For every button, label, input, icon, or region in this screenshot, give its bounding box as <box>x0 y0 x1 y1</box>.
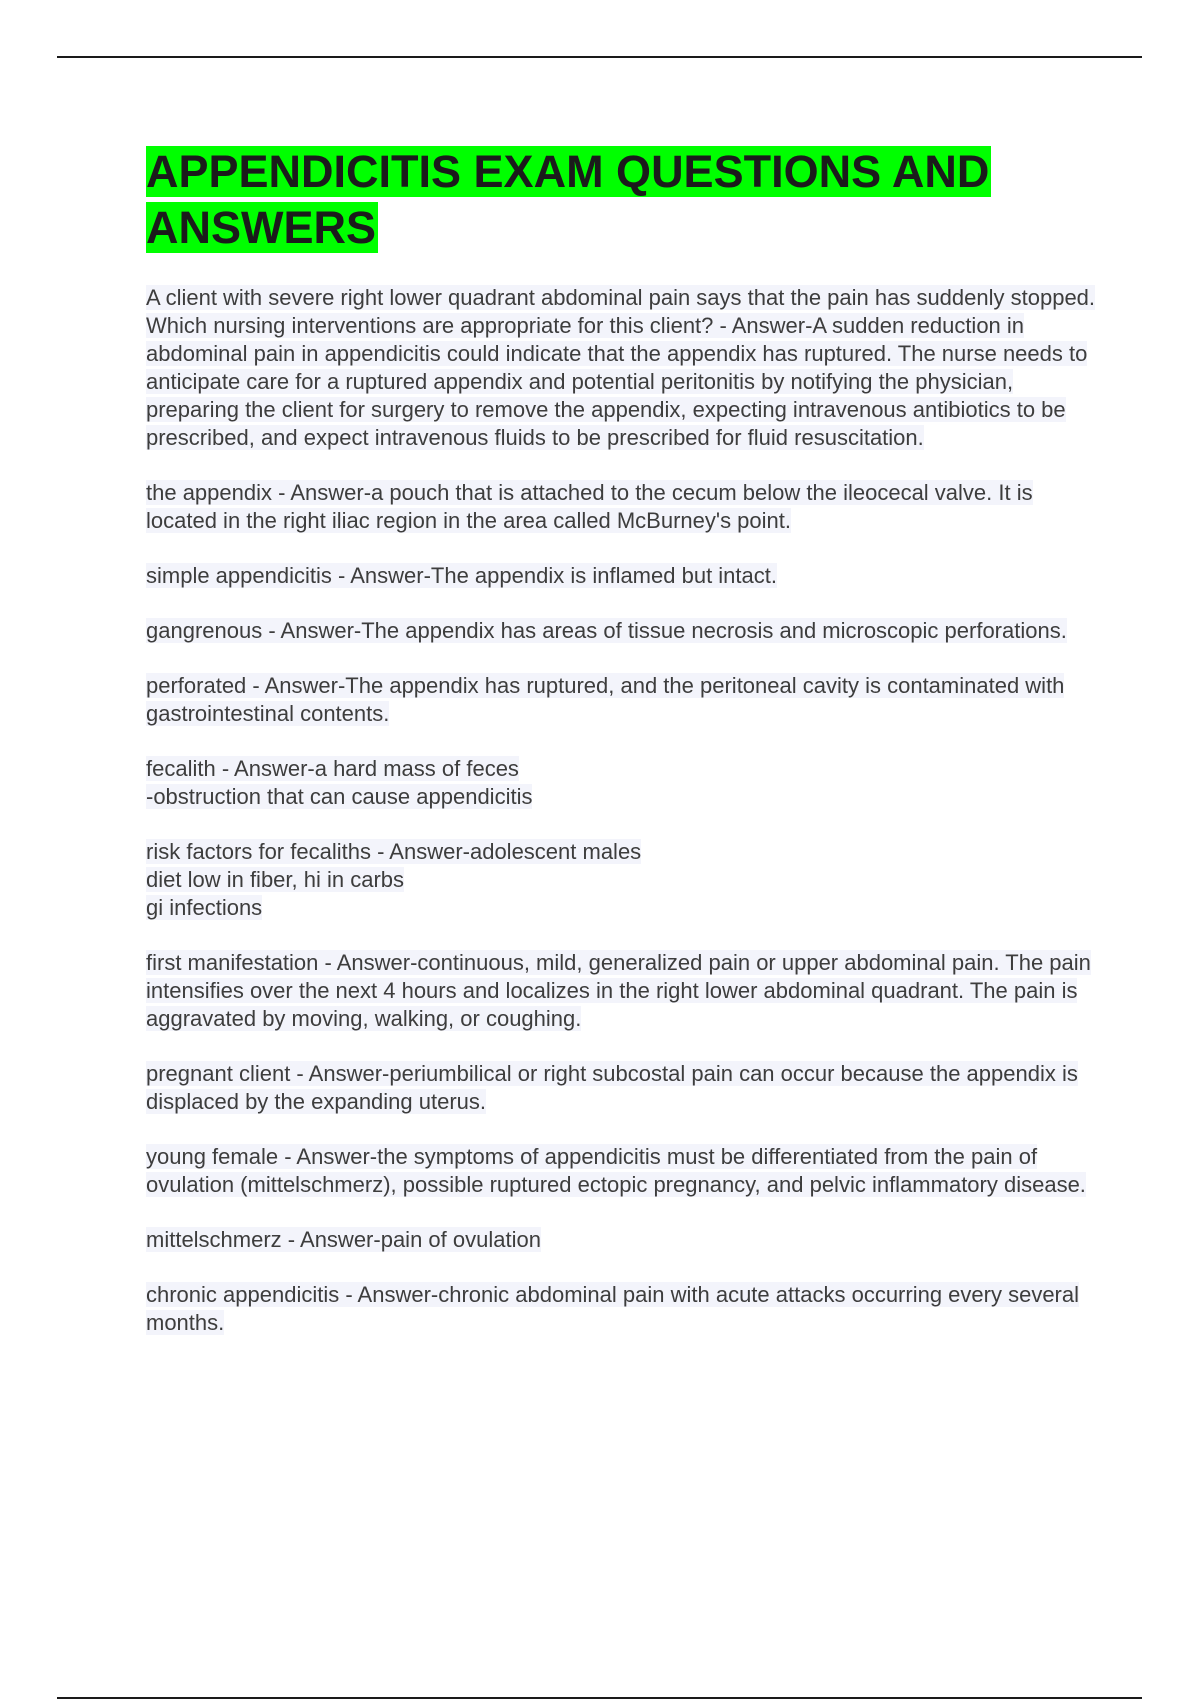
qa-text: perforated - Answer-The appendix has ruptured, and the peritoneal cavity is contaminated with gastrointestinal contents. <box>146 673 1065 726</box>
qa-line <box>146 783 1096 811</box>
qa-text: -obstruction that can cause appendicitis <box>146 784 533 809</box>
qa-entry <box>146 1281 1096 1337</box>
qa-line <box>146 562 1096 590</box>
qa-text: fecalith - Answer-a hard mass of feces <box>146 756 519 781</box>
qa-line <box>146 1143 1096 1199</box>
qa-text: simple appendicitis - Answer-The appendix is inflamed but intact. <box>146 563 777 588</box>
qa-entry <box>146 672 1096 728</box>
qa-entry <box>146 1060 1096 1116</box>
qa-line <box>146 949 1096 1033</box>
qa-entry <box>146 1143 1096 1199</box>
qa-line <box>146 838 1096 866</box>
qa-line <box>146 1281 1096 1337</box>
qa-line <box>146 894 1096 922</box>
qa-entry <box>146 838 1096 922</box>
qa-text: diet low in fiber, hi in carbs <box>146 867 405 892</box>
qa-entry <box>146 617 1096 645</box>
qa-line <box>146 755 1096 783</box>
qa-entry <box>146 284 1096 452</box>
qa-entry <box>146 949 1096 1033</box>
qa-line <box>146 479 1096 535</box>
qa-line <box>146 672 1096 728</box>
qa-text: pregnant client - Answer-periumbilical or right subcostal pain can occur because the appendix is displaced by the expanding uterus. <box>146 1061 1078 1114</box>
qa-entry <box>146 562 1096 590</box>
document-body <box>146 144 1096 1364</box>
qa-entry <box>146 1226 1096 1254</box>
qa-text: A client with severe right lower quadrant abdominal pain says that the pain has suddenly stopped. Which nursing interventions are appropriate for this client? - Answer-A sudden reduction in abdominal pain in appendicitis could indicate that the appendix has ruptured. The nurse needs to anticipate care for a ruptured appendix and potential peritonitis by notifying the physician, preparing the client for surgery to remove the appendix, expecting intravenous antibiotics to be prescribed, and expect intravenous fluids to be prescribed for fluid resuscitation. <box>146 285 1096 450</box>
qa-line <box>146 1226 1096 1254</box>
qa-text: mittelschmerz - Answer-pain of ovulation <box>146 1227 541 1252</box>
qa-text: chronic appendicitis - Answer-chronic abdominal pain with acute attacks occurring every several months. <box>146 1282 1080 1335</box>
qa-text: the appendix - Answer-a pouch that is attached to the cecum below the ileocecal valve. It is located in the right iliac region in the area called McBurney's point. <box>146 480 1033 533</box>
qa-line <box>146 284 1096 452</box>
qa-text: gi infections <box>146 895 263 920</box>
qa-text: first manifestation - Answer-continuous, mild, generalized pain or upper abdominal pain. The pain intensifies over the next 4 hours and localizes in the right lower abdominal quadrant. The pain is aggravated by moving, walking, or coughing. <box>146 950 1091 1031</box>
top-rule <box>57 56 1142 58</box>
qa-line <box>146 1060 1096 1116</box>
qa-line <box>146 617 1096 645</box>
qa-text: young female - Answer-the symptoms of appendicitis must be differentiated from the pain of ovulation (mittelschmerz), possible ruptured ectopic pregnancy, and pelvic inflammatory disease. <box>146 1144 1086 1197</box>
bottom-rule <box>57 1697 1142 1699</box>
qa-text: gangrenous - Answer-The appendix has areas of tissue necrosis and microscopic perforations. <box>146 618 1067 643</box>
qa-text: risk factors for fecaliths - Answer-adolescent males <box>146 839 642 864</box>
qa-line <box>146 866 1096 894</box>
qa-entry <box>146 755 1096 811</box>
title-highlight: APPENDICITIS EXAM QUESTIONS AND ANSWERS <box>146 146 990 253</box>
document-title <box>146 144 1096 256</box>
qa-entry <box>146 479 1096 535</box>
